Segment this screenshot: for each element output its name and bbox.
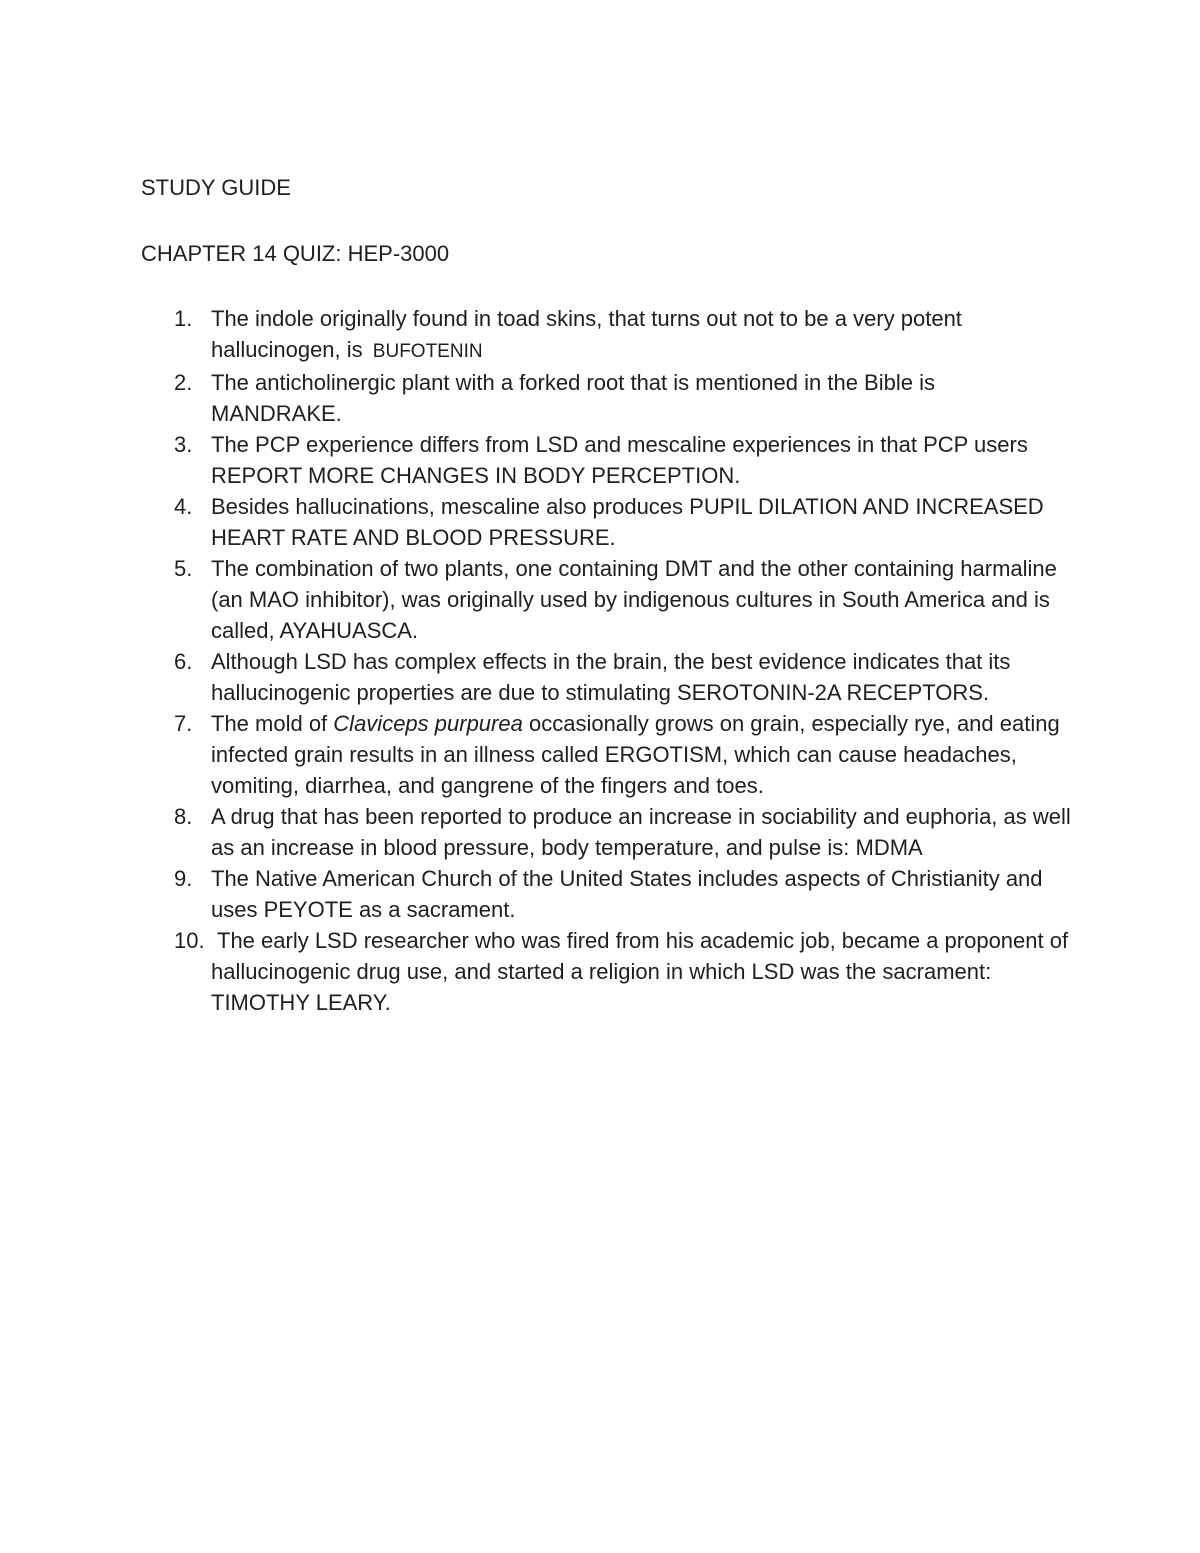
question-number: 10. [174,928,205,953]
quiz-question-6 [0,646,1071,708]
question-text-content: The indole originally found in toad skins, that turns out not to be a very potent hallucinogen, is [211,306,962,362]
question-answer: BUFOTENIN [372,341,483,362]
question-text: The combination of two plants, one containing DMT and the other containing harmaline (an MAO inhibitor), was originally used by indigenous cultures in South America and is called, AYAHUASCA. [211,556,1057,643]
quiz-question-8 [0,801,1071,863]
document-subtitle: CHAPTER 14 QUIZ: HEP-3000 [141,241,450,266]
question-text-after: occasionally grows on grain, especially rye, and eating infected grain results in an illness called ERGOTISM, which can cause headaches, vomiting, diarrhea, and gangrene of the fingers and toes. [211,711,1060,798]
species-name: Claviceps purpurea [333,711,523,736]
quiz-question-list [0,303,1200,1018]
quiz-question-5 [0,553,1071,646]
question-number: 9. [174,866,193,891]
question-text [211,711,1060,798]
question-number: 2. [174,370,193,395]
question-text: Although LSD has complex effects in the brain, the best evidence indicates that its hallucinogenic properties are due to stimulating SEROTONIN-2A RECEPTORS. [211,649,1011,705]
quiz-question-9 [0,863,1071,925]
question-text: A drug that has been reported to produce an increase in sociability and euphoria, as well as an increase in blood pressure, body temperature, and pulse is: MDMA [211,804,1071,860]
document-title: STUDY GUIDE [141,175,291,200]
quiz-question-7 [0,708,1071,801]
quiz-question-10 [0,925,1071,1018]
question-number: 8. [174,804,193,829]
question-number: 3. [174,432,193,457]
question-number: 7. [174,711,193,736]
question-number: 1. [174,306,193,331]
question-number: 4. [174,494,193,519]
question-number: 6. [174,649,193,674]
question-number: 5. [174,556,193,581]
question-text-before: The mold of [211,711,328,736]
question-text: The Native American Church of the United States includes aspects of Christianity and uses PEYOTE as a sacrament. [211,866,1043,922]
question-text: The early LSD researcher who was fired from his academic job, became a proponent of hallucinogenic drug use, and started a religion in which LSD was the sacrament: TIMOTHY LEARY. [211,928,1069,1015]
question-text [211,306,962,362]
quiz-question-4 [0,491,1071,553]
question-text: Besides hallucinations, mescaline also produces PUPIL DILATION AND INCREASED HEART RATE AND BLOOD PRESSURE. [211,494,1044,550]
quiz-question-1 [0,303,1071,367]
question-text: The PCP experience differs from LSD and mescaline experiences in that PCP users REPORT MORE CHANGES IN BODY PERCEPTION. [211,432,1028,488]
quiz-question-3 [0,429,1071,491]
question-text: The anticholinergic plant with a forked root that is mentioned in the Bible is MANDRAKE. [211,370,935,426]
quiz-question-2 [0,367,1071,429]
